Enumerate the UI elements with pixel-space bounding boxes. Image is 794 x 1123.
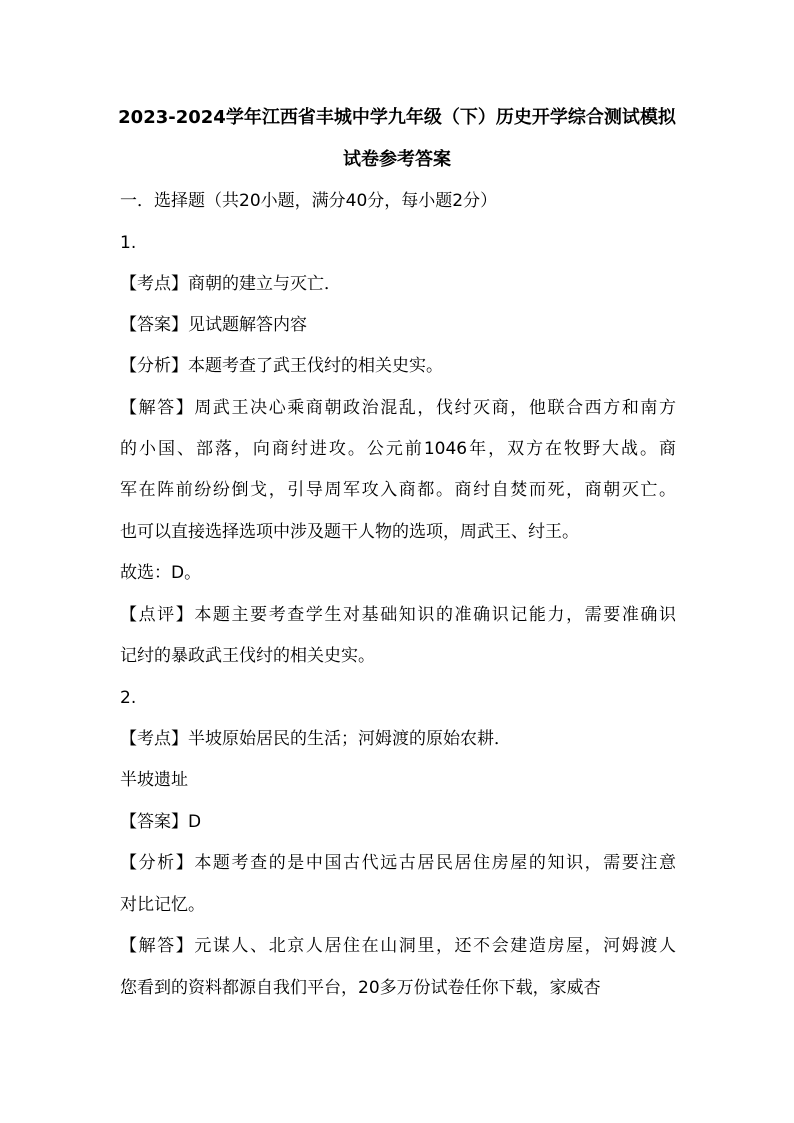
q1-solution-line: 军在阵前纷纷倒戈，引导周军攻入商都。商纣自焚而死，商朝灭亡。 xyxy=(120,480,676,500)
q2-solution-line: 【解答】元谋人、北京人居住在山洞里，还不会建造房屋，河姆渡人 xyxy=(120,936,676,956)
q1-kaodian: 【考点】商朝的建立与灭亡． xyxy=(120,274,341,294)
q2-analysis-line: 【分析】本题考查的是中国古代远古居民居住房屋的知识，需要注意 xyxy=(120,853,676,873)
q1-choice: 故选：D。 xyxy=(120,563,202,583)
q2-analysis-line: 对比记忆。 xyxy=(120,895,205,915)
section-heading: 一．选择题（共20小题，满分40分，每小题2分） xyxy=(120,191,498,211)
q1-comment-line: 记纣的暴政武王伐纣的相关史实。 xyxy=(120,646,375,666)
q2-answer: 【答案】D xyxy=(120,812,202,832)
q1-solution-line: 也可以直接选择选项中涉及题干人物的选项，周武王、纣王。 xyxy=(120,522,579,542)
q1-analysis: 【分析】本题考查了武王伐纣的相关史实。 xyxy=(120,356,443,376)
document-title-line-2: 试卷参考答案 xyxy=(343,149,451,170)
q1-solution-line: 的小国、部落，向商纣进攻。公元前1046年，双方在牧野大战。商 xyxy=(120,439,676,459)
q2-kaodian: 【考点】半坡原始居民的生活；河姆渡的原始农耕． xyxy=(120,729,511,749)
q2-subtopic: 半坡遗址 xyxy=(120,770,188,790)
footer-notice: 您看到的资料都源自我们平台，20多万份试卷任你下载，家威杏 xyxy=(120,978,601,998)
question-number: 2. xyxy=(120,688,137,708)
q1-answer: 【答案】见试题解答内容 xyxy=(120,315,307,335)
q1-comment-line: 【点评】本题主要考查学生对基础知识的准确识记能力，需要准确识 xyxy=(120,605,676,625)
document-title-line-1: 2023-2024学年江西省丰城中学九年级（下）历史开学综合测试模拟 xyxy=(118,107,676,128)
q1-solution-line: 【解答】周武王决心乘商朝政治混乱，伐纣灭商，他联合西方和南方 xyxy=(120,398,676,418)
question-number: 1. xyxy=(120,233,137,253)
